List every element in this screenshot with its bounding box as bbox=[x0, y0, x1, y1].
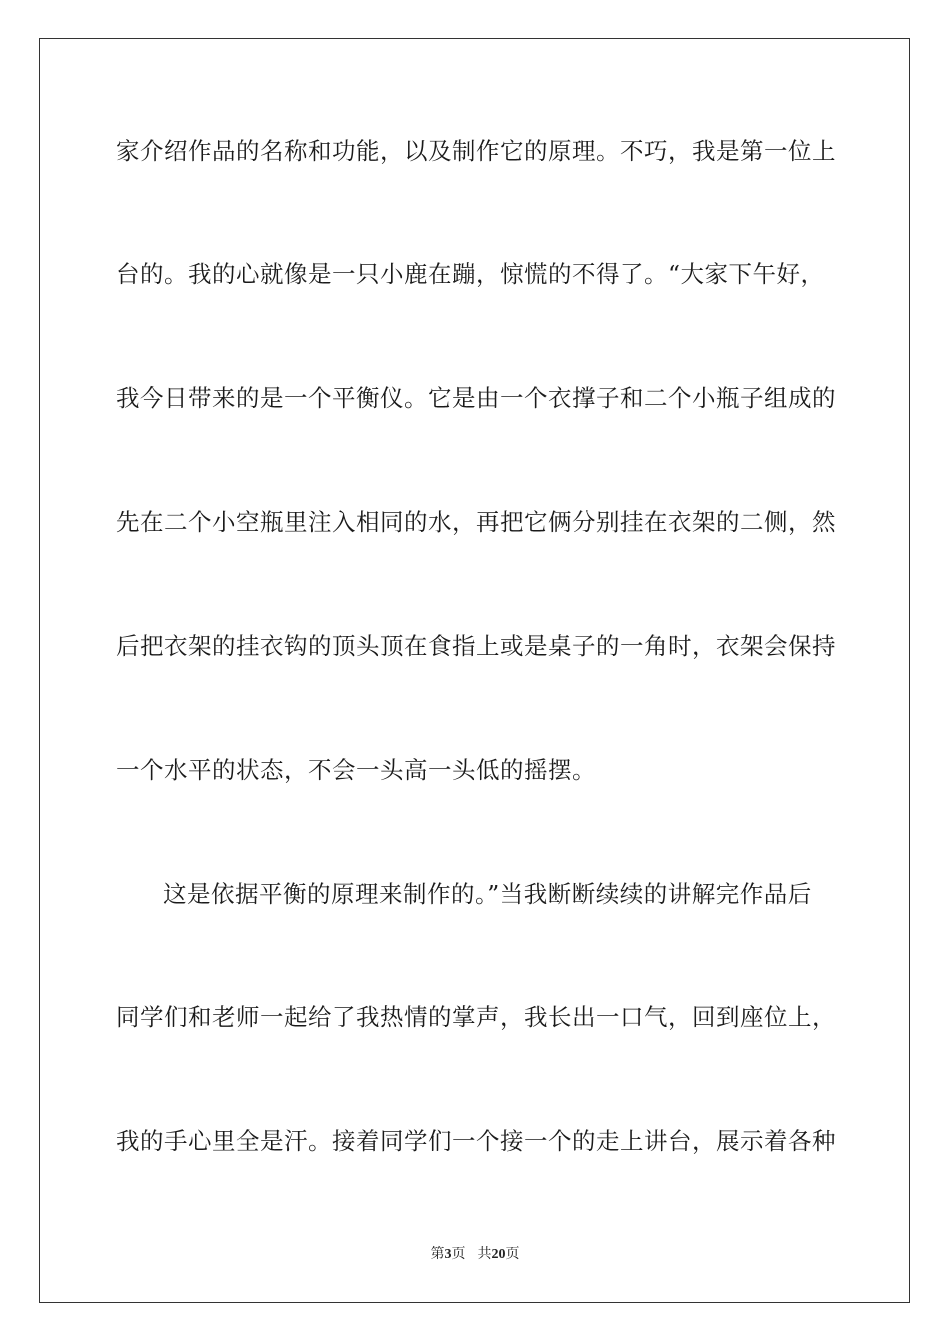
page-number: 3 bbox=[444, 1247, 452, 1262]
text-line: 台的。我的心就像是一只小鹿在蹦，惊慌的不得了。“大家下午好， bbox=[116, 260, 825, 288]
page-prefix: 第 bbox=[430, 1246, 445, 1262]
total-pages: 20 bbox=[491, 1247, 506, 1262]
text-line: 家介绍作品的名称和功能，以及制作它的原理。不巧，我是第一位上 bbox=[116, 137, 836, 165]
page-border bbox=[39, 38, 910, 1303]
total-prefix: 共 bbox=[477, 1246, 492, 1262]
text-line: 我的手心里全是汗。接着同学们一个接一个的走上讲台，展示着各种 bbox=[116, 1127, 836, 1155]
text-line: 一个水平的状态，不会一头高一头低的摇摆。 bbox=[116, 756, 596, 784]
text-line: 同学们和老师一起给了我热情的掌声，我长出一口气，回到座位上， bbox=[116, 1003, 836, 1031]
text-line: 我今日带来的是一个平衡仪。它是由一个衣撑子和二个小瓶子组成的 bbox=[116, 384, 836, 412]
text-line: 后把衣架的挂衣钩的顶头顶在食指上或是桌子的一角时，衣架会保持 bbox=[116, 632, 836, 660]
text-line: 先在二个小空瓶里注入相同的水，再把它俩分别挂在衣架的二侧，然 bbox=[116, 508, 836, 536]
total-suffix: 页 bbox=[505, 1246, 520, 1262]
page-footer bbox=[0, 1244, 950, 1265]
text-line-paragraph-start: 这是依据平衡的原理来制作的。”当我断断续续的讲解完作品后 bbox=[163, 880, 812, 908]
page-suffix: 页 bbox=[451, 1246, 466, 1262]
